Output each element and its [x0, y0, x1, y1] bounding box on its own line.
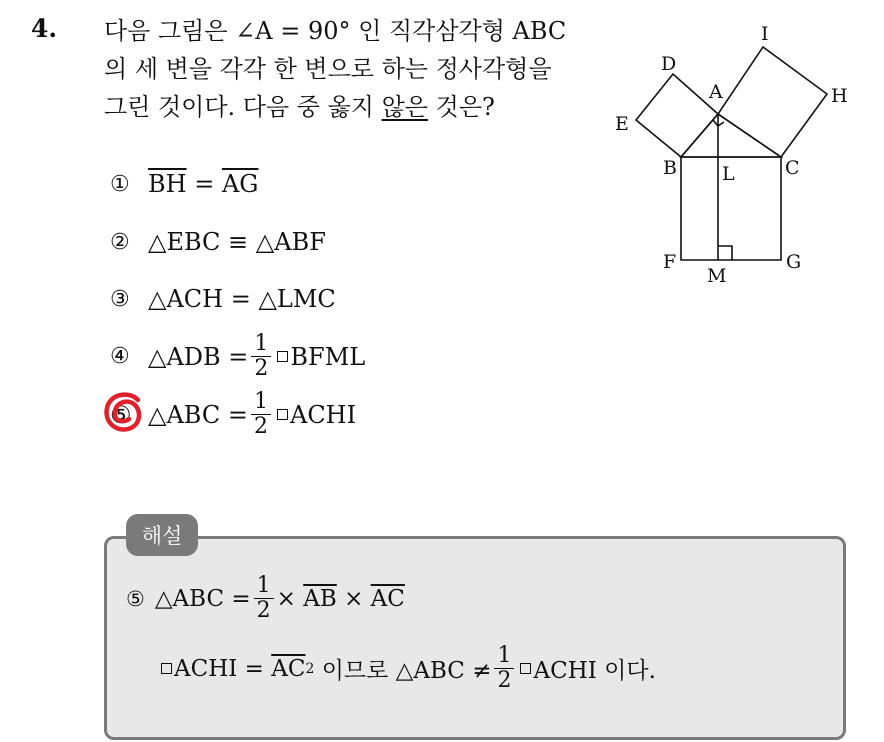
fraction-half	[254, 574, 274, 623]
label-b: B	[663, 157, 677, 179]
segment-ac: $\overline{AC}$	[271, 655, 306, 682]
label-h: H	[831, 85, 848, 107]
solution-line-2	[158, 644, 656, 693]
segment-bh: $\overline{BH}$	[148, 170, 187, 198]
square-symbol-icon	[277, 409, 288, 420]
solution-tag: 해설	[126, 514, 198, 556]
fraction-denominator: 2	[254, 356, 269, 381]
choice-2[interactable]	[110, 228, 326, 256]
choice-1[interactable]	[110, 170, 258, 198]
choice-right: BFML	[290, 342, 366, 371]
question-number: 4.	[31, 14, 58, 43]
choice-4[interactable]	[110, 332, 365, 381]
choice-left: △ABC =	[148, 400, 248, 429]
label-e: E	[615, 113, 629, 135]
label-l: L	[722, 163, 735, 185]
segment-ac: $\overline{AC}$	[370, 585, 405, 612]
choice-text: △EBC ≡ △ABF	[148, 228, 326, 256]
solution-left: △ABC =	[154, 585, 251, 612]
solution-tail-text: ACHI 이다.	[533, 658, 656, 684]
question-line-3-prefix: 그린 것이다. 다음 중 옳지	[104, 93, 382, 121]
times-sign: ×	[276, 585, 296, 612]
solution-box	[104, 536, 846, 740]
question-line-1: 다음 그림은 ∠A = 90° 인 직각삼각형 ABC	[104, 17, 567, 45]
square-symbol-icon	[161, 663, 172, 674]
label-a: A	[709, 81, 723, 103]
fraction-numerator: 1	[251, 390, 271, 415]
question-text	[104, 12, 604, 126]
question-line-3	[104, 88, 604, 126]
label-m: M	[707, 265, 727, 287]
square-adeb	[636, 74, 718, 157]
square-achi	[718, 47, 827, 157]
solution-line-1	[126, 574, 405, 623]
fraction-denominator: 2	[256, 598, 271, 623]
choice-number-selected	[110, 401, 148, 429]
fraction-numerator: 1	[494, 644, 514, 669]
choice-5[interactable]	[110, 390, 356, 439]
times-sign: ×	[344, 585, 364, 612]
segment-ab: $\overline{AB}$	[303, 585, 337, 612]
fraction-half	[251, 332, 271, 381]
fraction-denominator: 2	[253, 414, 268, 439]
geometry-figure	[605, 10, 875, 300]
choice-number: ③	[110, 286, 130, 312]
question-line-3-suffix: 것은?	[428, 93, 495, 121]
equals-sign: =	[194, 170, 215, 198]
fraction-denominator: 2	[497, 668, 512, 693]
choice-text: △ACH = △LMC	[148, 285, 336, 313]
question-line-2: 의 세 변을 각각 한 변으로 하는 정사각형을	[104, 55, 552, 83]
choice-left: △ADB =	[148, 342, 249, 371]
question-underlined-word: 않은	[381, 93, 428, 121]
label-d: D	[661, 53, 677, 75]
exponent: 2	[305, 660, 315, 677]
label-f: F	[663, 251, 677, 273]
fraction-half	[494, 644, 514, 693]
fraction-numerator: 1	[254, 574, 274, 599]
square-symbol-icon	[520, 663, 531, 674]
right-angle-mark-m	[718, 246, 732, 260]
choice-number: ②	[110, 229, 130, 255]
segment-ag: $\overline{AG}$	[221, 170, 259, 198]
choice-right: ACHI	[289, 400, 357, 429]
label-c: C	[785, 157, 800, 179]
choice-3[interactable]	[110, 285, 336, 313]
fraction-numerator: 1	[251, 332, 271, 357]
choice-number: ①	[110, 171, 130, 197]
solution-square-label: ACHI =	[174, 655, 264, 682]
label-g: G	[786, 251, 802, 273]
fraction-half	[251, 390, 271, 439]
solution-choice-number: ⑤	[126, 586, 145, 611]
choice-number: ⑤	[110, 400, 132, 429]
solution-middle-text: 이므로 △ABC ≠	[321, 658, 492, 684]
red-circle-mark-icon	[100, 388, 148, 436]
label-i: I	[761, 23, 769, 45]
triangle-abc	[681, 114, 781, 157]
choice-number: ④	[110, 344, 130, 369]
square-symbol-icon	[277, 351, 288, 362]
